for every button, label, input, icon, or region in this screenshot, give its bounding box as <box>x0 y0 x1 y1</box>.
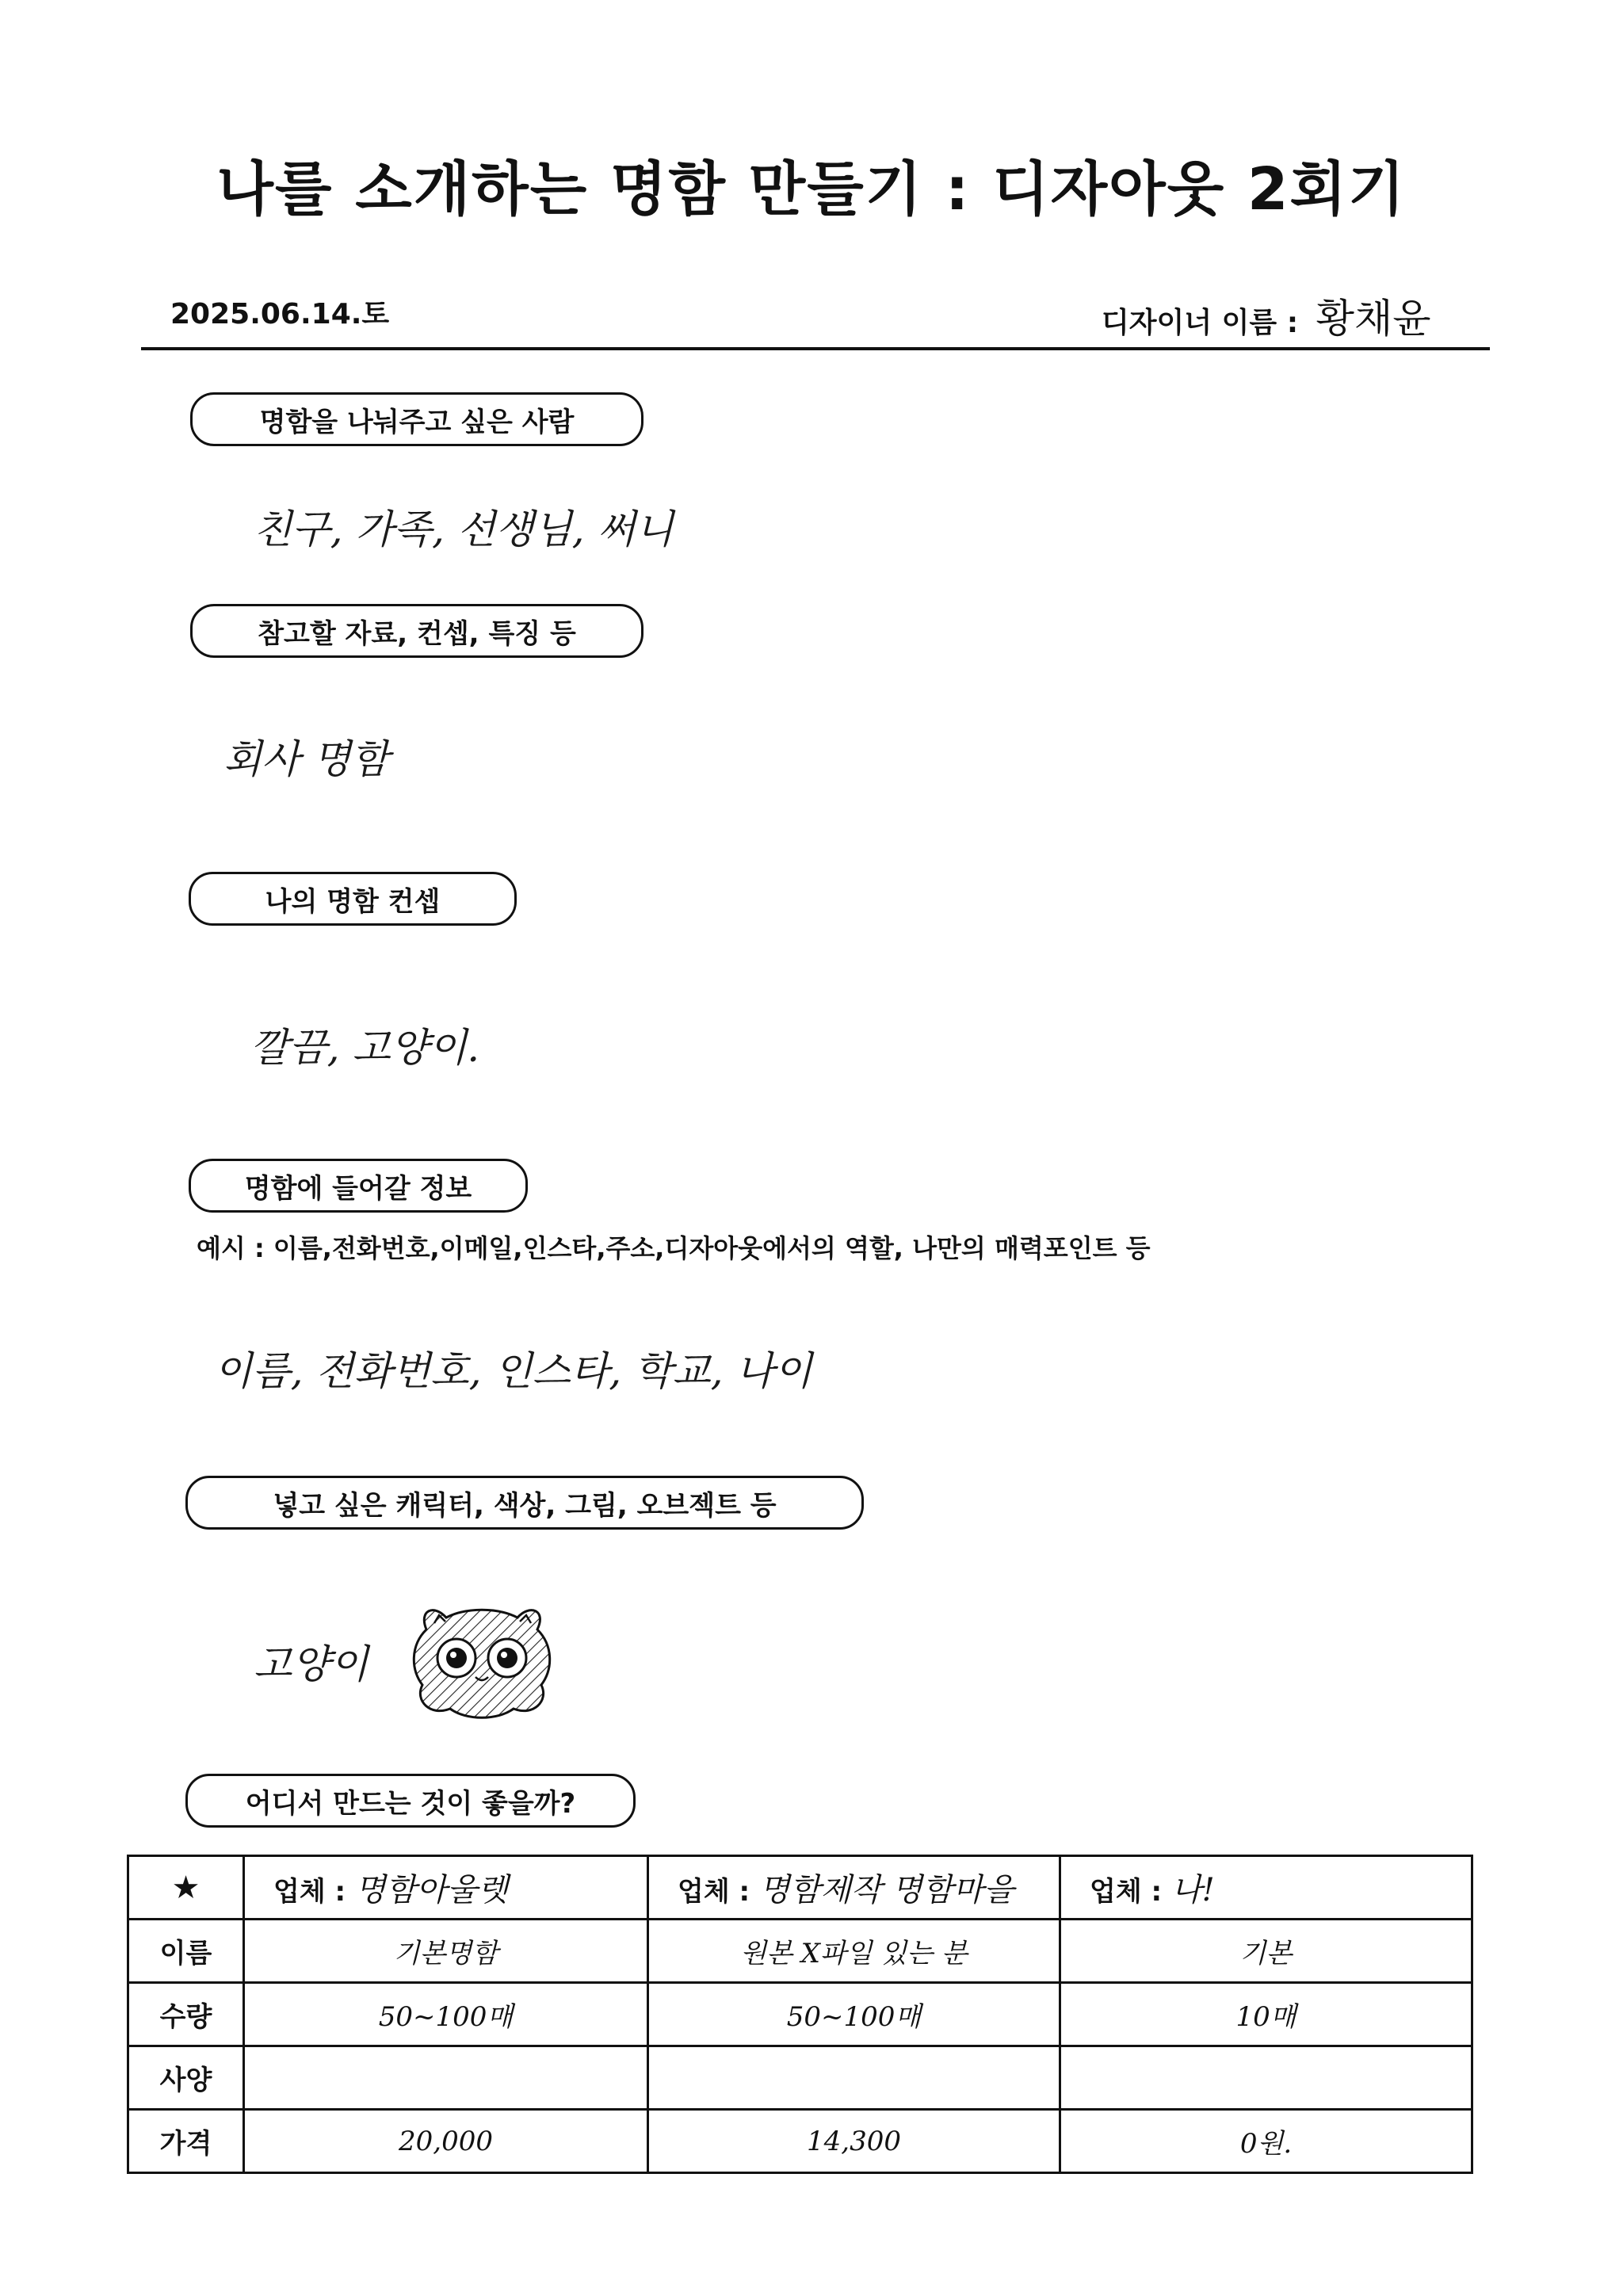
table-cell: 14,300 <box>648 2110 1060 2173</box>
table-cell <box>244 2046 648 2110</box>
vendor-cell-3: 업체 : 나! <box>1060 1856 1472 1920</box>
vendor-comparison-table <box>127 1855 1473 2174</box>
star-icon: ★ <box>128 1856 244 1920</box>
table-row <box>128 2110 1472 2173</box>
vendor-cell-2: 업체 : 명함제작 명함마을 <box>648 1856 1060 1920</box>
vendor-cell-1: 업체 : 명함아울렛 <box>244 1856 648 1920</box>
designer-name: 황채윤 <box>1316 296 1431 342</box>
designer-label: 디자이너 이름 : <box>1102 307 1299 339</box>
row-label: 가격 <box>128 2110 244 2173</box>
date: 2025.06.14.토 <box>170 298 390 330</box>
table-cell: 기본 <box>1060 1920 1472 1983</box>
table-cell <box>1060 2046 1472 2110</box>
table-header-row <box>128 1856 1472 1920</box>
answer-references: 회사 명함 <box>223 736 390 782</box>
section-label-where: 어디서 만드는 것이 좋을까? <box>185 1774 636 1828</box>
table-cell: 원본 X파일 있는 분 <box>648 1920 1060 1983</box>
section-label-concept: 나의 명함 컨셉 <box>189 872 517 926</box>
row-label: 사양 <box>128 2046 244 2110</box>
section-label-references: 참고할 자료, 컨셉, 특징 등 <box>190 604 643 658</box>
answer-info: 이름, 전화번호, 인스타, 학교, 나이 <box>214 1348 813 1394</box>
table-cell: 50~100매 <box>244 1983 648 2046</box>
table-cell: 10매 <box>1060 1983 1472 2046</box>
table-cell: 50~100매 <box>648 1983 1060 2046</box>
answer-characters: 고양이 <box>254 1641 369 1687</box>
table-row <box>128 1920 1472 1983</box>
answer-concept: 깔끔, 고양이. <box>250 1025 480 1071</box>
section-label-recipients: 명함을 나눠주고 싶은 사람 <box>190 392 643 446</box>
table-cell: 0원. <box>1060 2110 1472 2173</box>
table-cell: 20,000 <box>244 2110 648 2173</box>
row-label: 수량 <box>128 1983 244 2046</box>
table-row <box>128 2046 1472 2110</box>
page-title: 나를 소개하는 명함 만들기 : 디자아웃 2회기 <box>216 155 1407 223</box>
answer-recipients: 친구, 가족, 선생님, 써니 <box>254 506 674 552</box>
row-label: 이름 <box>128 1920 244 1983</box>
table-cell <box>648 2046 1060 2110</box>
designer-line <box>1102 287 1431 344</box>
section-label-characters: 넣고 싶은 캐릭터, 색상, 그림, 오브젝트 등 <box>185 1476 864 1530</box>
cat-face-drawing-icon <box>403 1598 561 1725</box>
table-cell: 기본명함 <box>244 1920 648 1983</box>
example-text: 예시 : 이름,전화번호,이메일,인스타,주소,디자아웃에서의 역할, 나만의 매력포인트 등 <box>197 1233 1151 1263</box>
section-label-info: 명함에 들어갈 정보 <box>189 1159 528 1213</box>
header-divider <box>141 347 1490 350</box>
table-row <box>128 1983 1472 2046</box>
